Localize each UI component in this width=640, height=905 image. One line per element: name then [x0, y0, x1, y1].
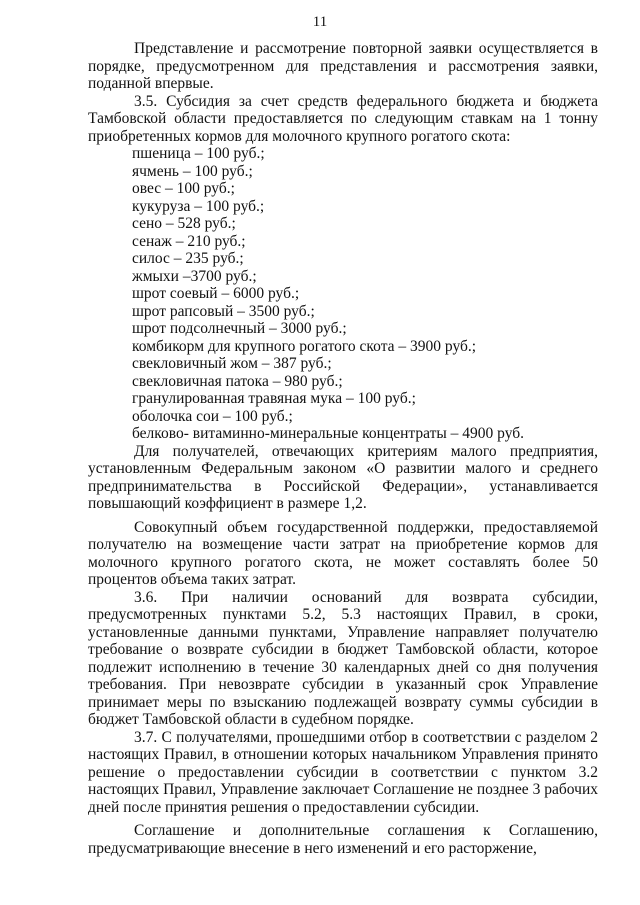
paragraph-small-business: Для получателей, отвечающих критериям малого предприятия, установленным Федеральным законом «О развитии малого и среднего предпринимательства в Российской Федерации», устанавливается повышающий коэффициент в размере 1,2.: [88, 442, 598, 512]
list-item: кукуруза – 100 руб.;: [132, 197, 265, 215]
list-item: оболочка сои – 100 руб.;: [132, 407, 293, 425]
paragraph-agreement: Соглашение и дополнительные соглашения к Соглашению, предусматривающие внесение в него изменений и его расторжение,: [88, 822, 598, 857]
list-item: сено – 528 руб.;: [132, 215, 236, 232]
list-item: овес – 100 руб.;: [132, 180, 235, 197]
list-item: свекловичная патока – 980 руб.;: [132, 372, 343, 390]
list-item: комбикорм для крупного рогатого скота – 3900 руб.;: [132, 337, 477, 355]
page-number: 11: [312, 14, 328, 30]
list-item: шрот подсолнечный – 3000 руб.;: [132, 320, 347, 337]
list-item: пшеница – 100 руб.;: [132, 145, 265, 162]
list-item: жмыхи –3700 руб.;: [132, 267, 257, 285]
list-item: белково- витаминно-минеральные концентраты – 4900 руб.: [132, 425, 525, 442]
paragraph-resubmission: Представление и рассмотрение повторной заявки осуществляется в порядке, предусмотренном для представления и рассмотрения заявки, поданной впервые.: [88, 40, 598, 92]
list-item: свекловичный жом – 387 руб.;: [132, 355, 332, 372]
list-item: ячмень – 100 руб.;: [132, 162, 253, 180]
rates-list: [88, 145, 598, 443]
paragraph-support-limit: Совокупный объем государственной поддержки, предоставляемой получателю на возмещение части затрат на приобретение кормов для молочного крупного рогатого скота, не может составлять более 50 процентов объема таких затрат.: [88, 518, 598, 588]
list-item: шрот соевый – 6000 руб.;: [132, 285, 300, 302]
paragraph-3-6: 3.6. При наличии оснований для возврата субсидии, предусмотренных пунктами 5.2, 5.3 настоящих Правил, в сроки, установленные данными пунктами, Управление направляет получателю требование о возврате субсидии в бюджет Тамбовской области, которое подлежит исполнению в течение 30 календарных дней со дня получения требования. При невозврате субсидии в указанный срок Управление принимает меры по взысканию подлежащей возврату суммы субсидии в бюджет Тамбовской области в судебном порядке.: [88, 588, 598, 728]
list-item: шрот рапсовый – 3500 руб.;: [132, 302, 315, 320]
list-item: гранулированная травяная мука – 100 руб.;: [132, 390, 416, 407]
paragraph-3-5: 3.5. Субсидия за счет средств федерального бюджета и бюджета Тамбовской области предоставляется по следующим ставкам на 1 тонну приобретенных кормов для молочного крупного рогатого скота:: [88, 92, 598, 145]
list-item: силос – 235 руб.;: [132, 250, 244, 267]
document-body: [88, 40, 598, 857]
list-item: сенаж – 210 руб.;: [132, 232, 246, 250]
paragraph-3-7: 3.7. С получателями, прошедшими отбор в соответствии с разделом 2 настоящих Правил, в отношении которых начальником Управления принято решение о предоставлении субсидии в соответствии с пунктом 3.2 настоящих Правил, Управление заключает Соглашение не позднее 3 рабочих дней после принятия решения о предоставлении субсидии.: [88, 728, 598, 816]
